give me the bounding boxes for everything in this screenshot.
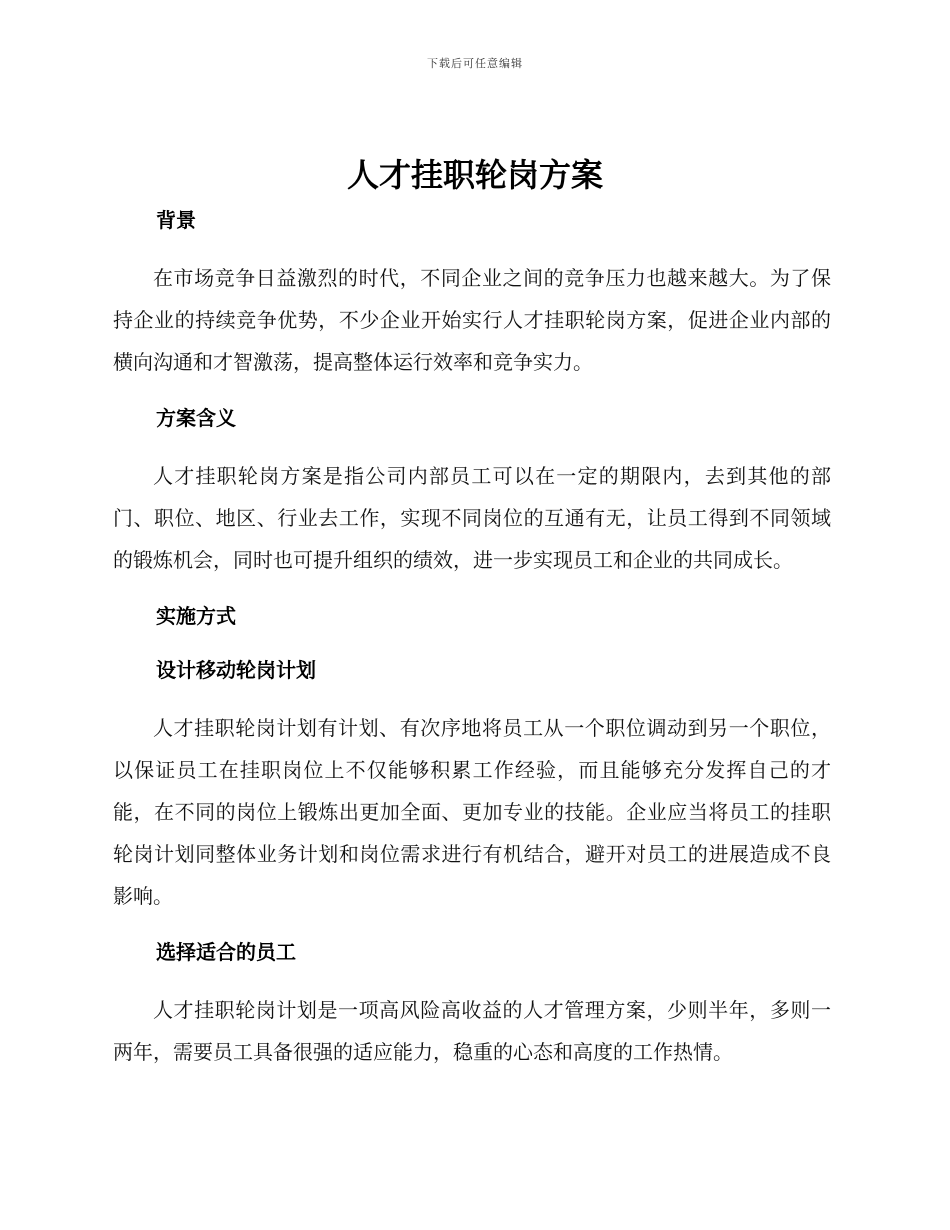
heading-background: 背景 [156, 208, 196, 232]
paragraph-design-plan: 人才挂职轮岗计划有计划、有次序地将员工从一个职位调动到另一个职位，以保证员工在挂职岗位上不仅能够积累工作经验，而且能够充分发挥自己的才能，在不同的岗位上锻炼出更加全面、更加专业的技能。企业应当将员工的挂职轮岗计划同整体业务计划和岗位需求进行有机结合，避开对员工的进展造成不良影响。 [113, 716, 831, 908]
document-title: 人才挂职轮岗方案 [346, 156, 603, 194]
heading-select-staff: 选择适合的员工 [156, 940, 296, 964]
header-note: 下载后可任意编辑 [427, 57, 523, 70]
heading-implementation: 实施方式 [156, 604, 236, 628]
paragraph-background: 在市场竞争日益激烈的时代，不同企业之间的竞争压力也越来越大。为了保持企业的持续竞争优势，不少企业开始实行人才挂职轮岗方案，促进企业内部的横向沟通和才智激荡，提高整体运行效率和竞争实力。 [113, 266, 831, 374]
heading-design-plan: 设计移动轮岗计划 [156, 658, 316, 682]
document-body [113, 203, 831, 1073]
paragraph-meaning: 人才挂职轮岗方案是指公司内部员工可以在一定的期限内，去到其他的部门、职位、地区、行业去工作，实现不同岗位的互通有无，让员工得到不同领域的锻炼机会，同时也可提升组织的绩效，进一步实现员工和企业的共同成长。 [113, 464, 831, 572]
paragraph-select-staff: 人才挂职轮岗计划是一项高风险高收益的人才管理方案，少则半年，多则一两年，需要员工具备很强的适应能力，稳重的心态和高度的工作热情。 [113, 998, 831, 1064]
heading-meaning: 方案含义 [156, 406, 236, 430]
